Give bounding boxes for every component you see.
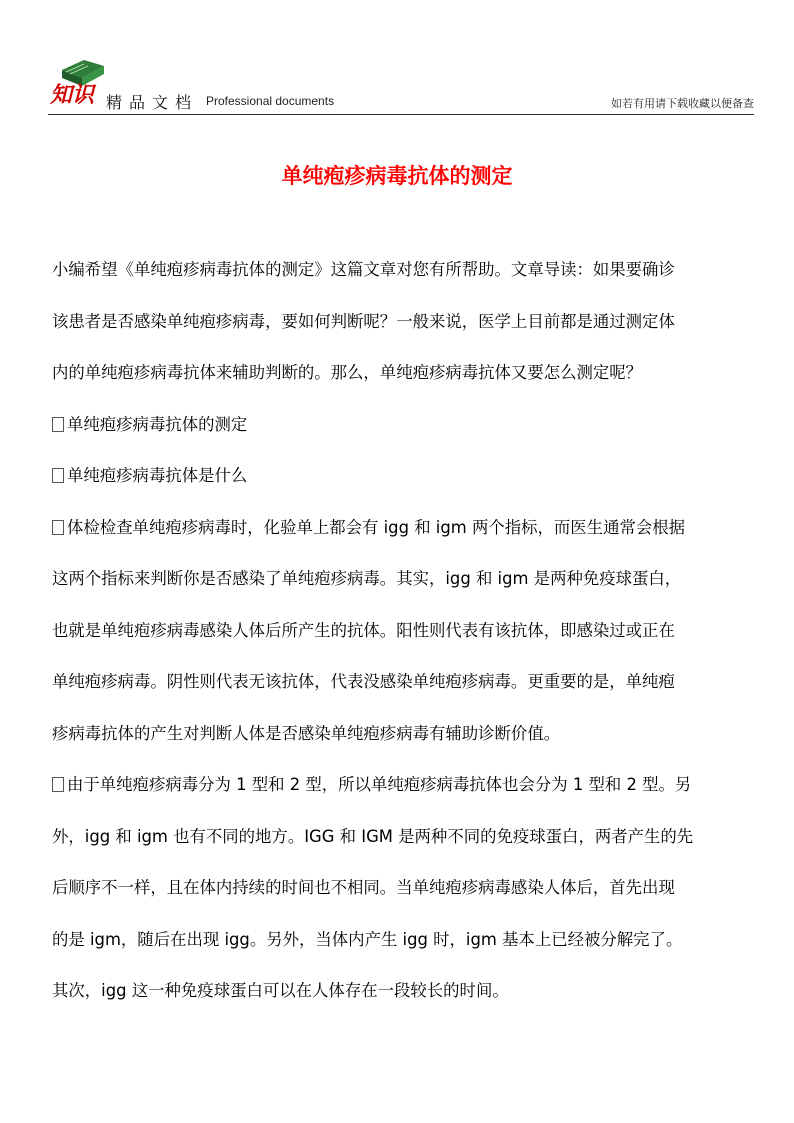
- brand-name-cn: 精品文档: [106, 93, 199, 112]
- bullet-box-icon: [52, 777, 64, 792]
- text-line: 这两个指标来判断你是否感染了单纯疱疹病毒。其实，igg 和 igm 是两种免疫球蛋白，: [52, 569, 682, 588]
- text-line: 内的单纯疱疹病毒抗体来辅助判断的。那么，单纯疱疹病毒抗体又要怎么测定呢？: [52, 363, 643, 382]
- paragraph-igg-igm: [52, 502, 762, 760]
- paragraph-intro: [52, 244, 762, 399]
- text-line: 该患者是否感染单纯疱疹病毒，要如何判断呢？一般来说，医学上目前都是通过测定体: [52, 311, 675, 331]
- brand-name-en: Professional documents: [206, 94, 335, 108]
- text-line: 也就是单纯疱疹病毒感染人体后所产生的抗体。阳性则代表有该抗体，即感染过或正在: [52, 620, 675, 640]
- text-line: 其次，igg 这一种免疫球蛋白可以在人体存在一段较长的时间。: [52, 981, 509, 1000]
- bullet-box-icon: [52, 417, 64, 432]
- paragraph-types: [52, 759, 762, 1017]
- bullet-box-icon: [52, 520, 64, 535]
- text-line: 外，igg 和 igm 也有不同的地方。IGG 和 IGM 是两种不同的免疫球蛋白，两者产生的先: [52, 826, 694, 846]
- page-header: [48, 52, 754, 112]
- text-line: 的是 igm，随后在出现 igg。另外，当体内产生 igg 时，igm 基本上已经被分解完了。: [52, 929, 683, 949]
- logo-text: 知识: [50, 82, 95, 108]
- text-line: 后顺序不一样，且在体内持续的时间也不相同。当单纯疱疹病毒感染人体后，首先出现: [52, 878, 675, 897]
- paragraph-heading-2: [52, 450, 762, 502]
- text-line: 体检检查单纯疱疹病毒时，化验单上都会有 igg 和 igm 两个指标，而医生通常会根据: [67, 517, 686, 537]
- text-line: 单纯疱疹病毒抗体是什么: [67, 466, 248, 485]
- book-logo-icon: [48, 52, 110, 108]
- bullet-box-icon: [52, 468, 64, 483]
- document-title: 单纯疱疹病毒抗体的测定: [281, 164, 513, 188]
- document-body: [52, 244, 762, 1017]
- header-note: 如若有用请下载收藏以便备查: [611, 97, 754, 110]
- header-divider: [48, 114, 754, 115]
- text-line: 单纯疱疹病毒抗体的测定: [67, 414, 248, 434]
- paragraph-heading-1: [52, 399, 762, 451]
- text-line: 疹病毒抗体的产生对判断人体是否感染单纯疱疹病毒有辅助诊断价值。: [52, 723, 561, 743]
- text-line: 由于单纯疱疹病毒分为 1 型和 2 型，所以单纯疱疹病毒抗体也会分为 1 型和 2 型。另: [67, 775, 692, 794]
- text-line: 单纯疱疹病毒。阴性则代表无该抗体，代表没感染单纯疱疹病毒。更重要的是，单纯疱: [52, 672, 675, 691]
- text-line: 小编希望《单纯疱疹病毒抗体的测定》这篇文章对您有所帮助。文章导读：如果要确诊: [52, 260, 675, 279]
